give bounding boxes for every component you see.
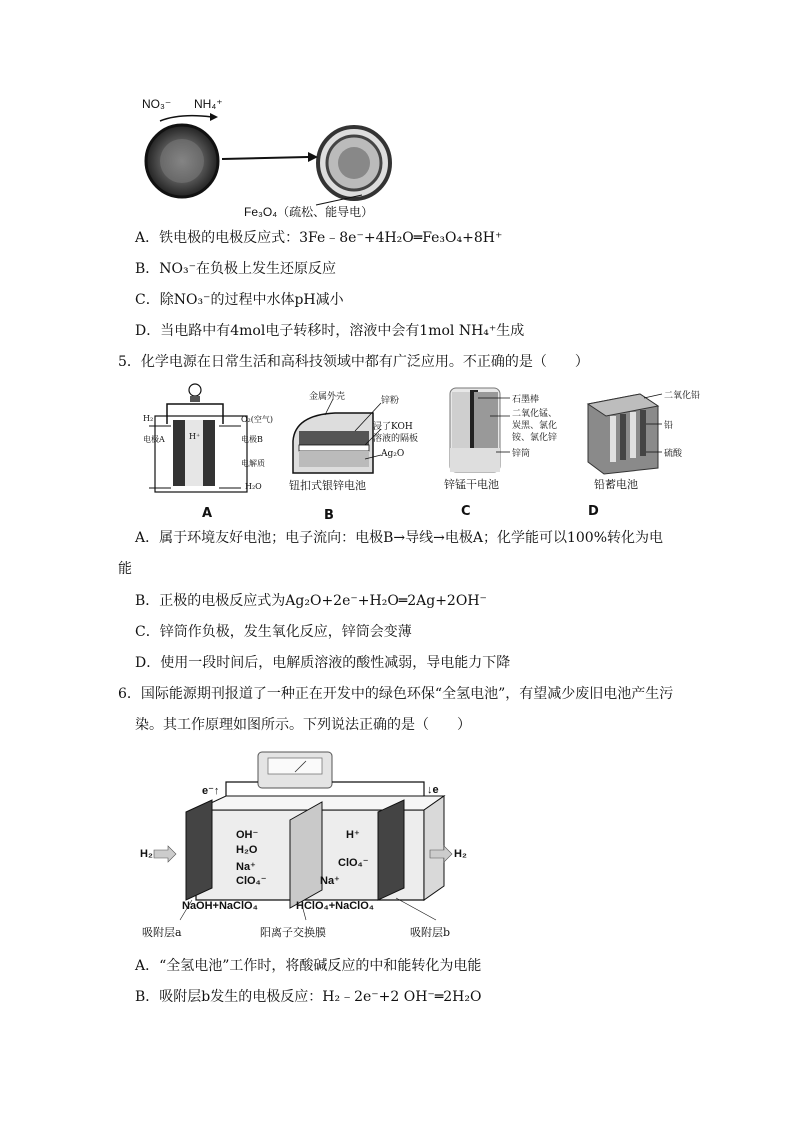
nh4-label: NH₄⁺ [194,97,223,111]
lead-acid-caption: 铅蓄电池 [594,478,638,491]
fuel-electrode-a-label: 电极A [143,435,165,444]
na-right-label: Na⁺ [320,875,340,887]
q4-option-d: D．当电路中有4mol电子转移时，溶液中会有1mol NH₄⁺生成 [135,323,525,339]
q4-option-b: B．NO₃⁻在负极上发生还原反应 [135,261,337,277]
fuel-h2-label: H₂ [143,414,154,423]
adsorption-layer-a [186,800,212,900]
layer-a-label: 吸附层a [142,926,182,939]
h2-left-label: H₂ [140,848,153,860]
dry-cell-figure [440,382,565,498]
q5-option-a-line1: A．属于环境友好电池；电子流向：电极B→导线→电极A；化学能可以100%转化为电 [135,530,663,546]
shell-label: 金属外壳 [309,392,346,402]
lead-acid-figure [580,382,720,498]
clo4-left-label: ClO₄⁻ [236,875,267,887]
button-cell-caption: 钮扣式银锌电池 [289,479,366,492]
button-cell-figure [285,385,425,497]
h2-in-arrow [154,846,176,862]
zinc-can-label: 锌筒 [512,449,531,459]
mix-label-1: 二氧化锰、 [512,409,558,419]
layer-b-label: 吸附层b [410,926,451,939]
clo4-right-label: ClO₄⁻ [338,857,369,869]
fuel-electrode-b-label: 电极B [241,435,263,444]
fe3o4-figure [140,95,400,225]
q6-stem-line1: 6．国际能源期刊报道了一种正在开发中的绿色环保“全氢电池”，有望减少废旧电池产生污 [118,686,674,702]
graphite-label: 石墨棒 [512,395,540,405]
adsorption-layer-b [378,800,404,900]
no3-label: NO₃⁻ [142,97,172,111]
fig-letter-a: A [202,506,213,521]
bulb-icon [189,384,201,396]
dry-cell-caption: 锌锰干电池 [444,478,499,491]
cation-exchange-membrane [290,802,322,908]
electron-right-label: ↓e [427,784,439,796]
q5-option-b: B．正极的电极反应式为Ag₂O+2e⁻+H₂O═2Ag+2OH⁻ [135,593,487,609]
acid-label: 硫酸 [664,449,683,459]
separator-label: 溶液的隔板 [373,434,419,444]
fe3o4-label: Fe₃O₄（疏松、能导电） [244,205,374,219]
hydrogen-battery-figure [140,750,480,945]
pb-label: 铅 [664,421,674,431]
q5-option-d: D．使用一段时间后，电解质溶液的酸性减弱，导电能力下降 [135,655,511,671]
q5-stem: 5．化学电源在日常生活和高科技领域中都有广泛应用。不正确的是（ ） [118,354,589,370]
mix-label-3: 铵、氯化锌 [512,433,558,443]
fuel-hplus-label: H⁺ [189,432,201,441]
fig-letter-b: B [324,508,334,523]
q4-option-c: C．除NO₃⁻的过程中水体pH减小 [135,292,344,308]
q6-stem-line2: 染。其工作原理如图所示。下列说法正确的是（ ） [135,717,471,733]
q5-option-a-line2: 能 [118,561,132,577]
fuel-h2o-label: H₂O [245,482,262,491]
electrode-b [203,420,215,486]
left-solution-label: NaOH+NaClO₄ [182,900,258,912]
fig-letter-d: D [588,504,599,519]
electron-left-label: e⁻↑ [202,785,220,797]
fuel-electrolyte-label: 电解质 [241,459,265,468]
h2o-label: H₂O [236,844,258,856]
transform-arrow [222,157,308,159]
q4-option-a: A．铁电极的电极反应式：3Fe﹣8e⁻+4H₂O═Fe₃O₄+8H⁺ [135,230,503,246]
fuel-o2-label: O₂(空气) [241,415,274,424]
hplus-label: H⁺ [346,829,360,841]
na-left-label: Na⁺ [236,861,256,873]
fuel-cell-figure [145,382,275,500]
pbo2-label: 二氧化铅 [664,391,701,401]
q5-option-c: C．锌筒作负极，发生氧化反应，锌筒会变薄 [135,624,412,640]
fig-letter-c: C [461,504,471,519]
h2-right-label: H₂ [454,848,467,860]
membrane-label: 阳离子交换膜 [260,926,326,939]
oh-label: OH⁻ [236,829,259,841]
right-solution-label: HClO₄+NaClO₄ [296,900,375,912]
q6-option-a: A．“全氢电池”工作时，将酸碱反应的中和能转化为电能 [135,958,482,974]
ag2o-label: Ag₂O [381,449,405,459]
q6-option-b: B．吸附层b发生的电极反应：H₂﹣2e⁻+2 OH⁻═2H₂O [135,989,482,1005]
hydrogen-battery-diagram [140,750,480,945]
mix-label-2: 炭黑、氯化 [512,421,558,431]
electrode-a [173,420,185,486]
koh-label: 浸了KOH [373,422,413,432]
zinc-powder-label: 锌粉 [381,396,400,406]
